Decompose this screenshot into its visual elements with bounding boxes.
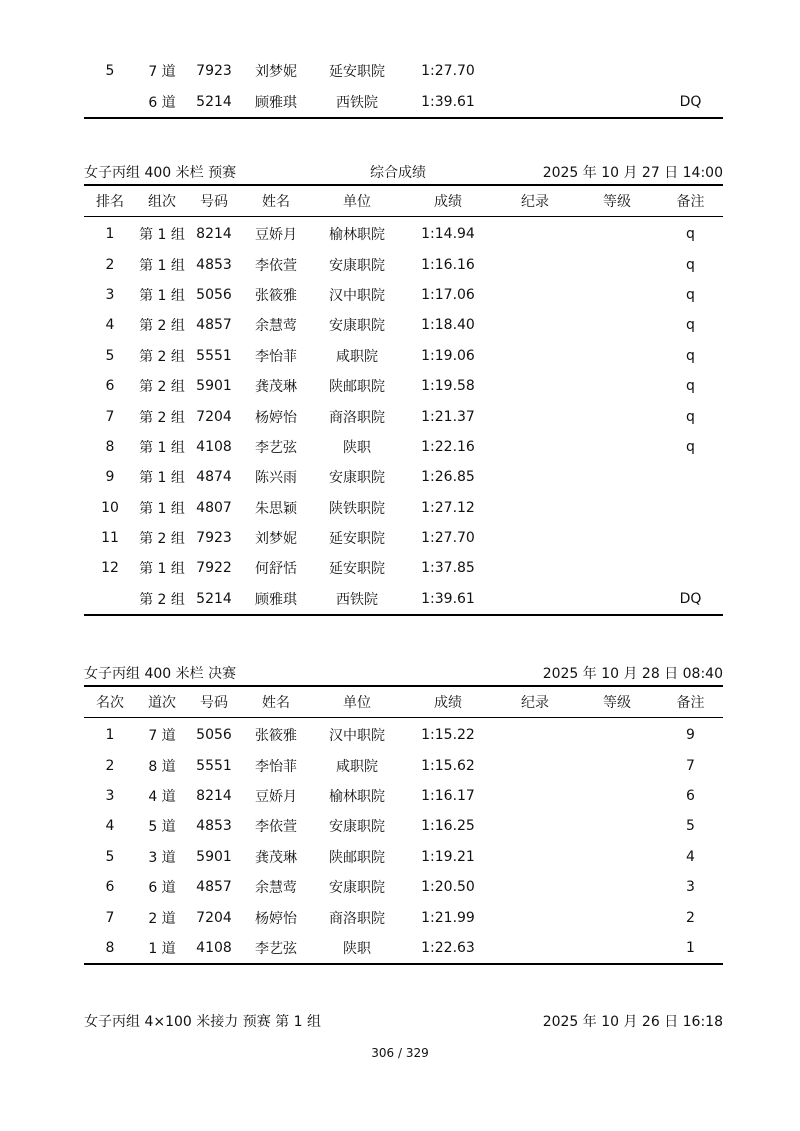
table-cell: 4853 [196,256,232,273]
table-cell [494,584,576,615]
table-row [84,462,723,492]
final-table-body [84,718,723,965]
column-header: 姓名 [240,185,312,217]
page-number: 306 / 329 [371,1046,429,1060]
prelim-section-header [84,162,723,182]
table-cell: 1:16.17 [421,787,475,804]
table-cell: 6 [105,879,115,896]
table-cell [494,401,576,431]
table-cell [494,217,576,250]
table-row [84,54,723,86]
relay-section-header [84,1011,723,1031]
table-row [84,493,723,523]
column-header: 等级 [576,686,658,718]
table-cell [494,54,576,86]
table-cell: q [686,347,695,364]
table-cell [576,280,658,310]
table-cell [576,718,658,751]
table-cell [494,493,576,523]
table-cell: 5 [105,63,115,80]
table-cell: 余慧莺 [255,880,297,897]
table-cell: 11 [101,530,119,547]
table-cell: 余慧莺 [255,318,297,335]
table-cell: 5551 [196,347,232,364]
table-cell [576,493,658,523]
table-cell: 12 [101,560,119,577]
final-section-header [84,663,723,683]
table-cell: 刘梦妮 [255,64,297,81]
table-cell: 李依萱 [255,257,297,274]
table-cell [576,462,658,492]
table-cell: 2 道 [148,910,176,927]
table-cell [576,902,658,932]
column-header: 名次 [84,686,136,718]
table-cell: 1:39.61 [402,86,494,117]
prelim-results-table [84,184,723,616]
prelim-title: 女子丙组 400 米栏 预赛 [84,165,237,181]
table-cell: 西铁院 [312,584,402,615]
table-cell: 4857 [196,879,232,896]
table-cell: 1:18.40 [421,317,475,334]
table-cell: 1:27.70 [421,530,475,547]
table-cell: 7 [105,408,115,425]
table-cell: 1 [105,727,115,744]
table-cell: 顾雅琪 [240,86,312,117]
table-cell: 1:19.06 [421,347,475,364]
table-cell [494,553,576,583]
table-cell: q [686,438,695,455]
table-cell: 龚茂琳 [255,379,297,396]
table-cell [576,401,658,431]
table-cell: 5214 [188,584,240,615]
final-table-header [84,686,723,718]
table-row [84,718,723,751]
table-cell: 第 2 组 [139,409,185,426]
table-cell [494,462,576,492]
table-cell: 第 1 组 [139,470,185,487]
table-cell: 安康职院 [329,470,385,487]
table-cell: q [686,226,695,243]
table-cell: 7204 [196,909,232,926]
table-cell: 5551 [196,757,232,774]
prelim-datetime: 2025 年 10 月 27 日 14:00 [542,165,723,181]
table-cell: 5901 [196,848,232,865]
table-cell: 6 道 [136,86,188,117]
column-header: 号码 [188,686,240,718]
table-cell [494,523,576,553]
table-cell: DQ [658,86,723,117]
table-cell: 7923 [196,530,232,547]
table-cell: 第 2 组 [136,584,188,615]
table-cell [658,54,723,86]
table-cell: 10 [101,499,119,516]
table-cell: 3 [686,879,695,896]
table-cell: 4874 [196,469,232,486]
table-cell: 1 [105,226,115,243]
table-cell: 9 [105,469,115,486]
table-row [84,750,723,780]
table-cell: 6 [105,378,115,395]
table-cell [494,842,576,872]
table-cell: 1:22.63 [402,933,494,964]
table-cell: 1:27.70 [421,63,475,80]
table-row [84,902,723,932]
table-cell: 咸职院 [336,758,378,775]
table-cell: 8 [84,933,136,964]
table-cell [576,811,658,841]
top-results-table [84,54,723,119]
table-cell: 顾雅琪 [240,584,312,615]
table-cell: 安康职院 [329,819,385,836]
prelim-subtitle: 综合成绩 [370,165,426,181]
table-cell [576,523,658,553]
table-cell: 李艺弦 [255,439,297,456]
table-cell [494,750,576,780]
table-cell: 陕铁职院 [329,500,385,517]
table-cell [576,933,658,964]
column-header: 单位 [312,686,402,718]
table-cell: 7922 [196,560,232,577]
column-header: 备注 [658,686,723,718]
table-cell: 1:19.21 [421,848,475,865]
table-cell: 刘梦妮 [255,531,297,548]
table-cell: 8 [105,438,115,455]
table-row [84,842,723,872]
table-cell [576,553,658,583]
table-cell [576,842,658,872]
table-cell: q [686,317,695,334]
table-cell [84,584,136,615]
table-cell: 汉中职院 [329,728,385,745]
final-datetime: 2025 年 10 月 28 日 08:40 [542,666,723,682]
table-cell: DQ [658,584,723,615]
column-header: 纪录 [494,686,576,718]
table-cell: 咸职院 [336,348,378,365]
table-cell: 1:15.22 [421,727,475,744]
table-cell: 4 [105,818,115,835]
table-cell [576,371,658,401]
table-cell: 6 [686,787,695,804]
table-cell [494,718,576,751]
table-cell: 西铁院 [312,86,402,117]
table-cell: 8214 [196,226,232,243]
table-cell: 第 1 组 [139,227,185,244]
table-cell: 5056 [196,727,232,744]
table-cell [494,371,576,401]
table-cell: 第 2 组 [139,348,185,365]
table-cell: 杨婷怡 [255,409,297,426]
table-cell: 1:14.94 [421,226,475,243]
table-row [84,584,723,615]
table-cell: 1:20.50 [421,879,475,896]
table-cell: q [686,286,695,303]
table-cell: 第 1 组 [139,439,185,456]
table-row [84,781,723,811]
table-cell: 张筱雅 [255,728,297,745]
column-header: 组次 [136,185,188,217]
table-cell [658,493,723,523]
table-cell: q [686,408,695,425]
table-cell: 第 1 组 [139,287,185,304]
table-cell: 2 [105,757,115,774]
column-header: 排名 [84,185,136,217]
table-cell: 杨婷怡 [255,910,297,927]
table-cell: 1:39.61 [402,584,494,615]
table-cell: 第 1 组 [139,257,185,274]
table-cell: 4 [686,848,695,865]
table-cell: 1:26.85 [421,469,475,486]
table-row [84,280,723,310]
table-cell: 安康职院 [329,257,385,274]
table-cell: 4108 [196,438,232,455]
table-row [84,371,723,401]
table-cell: 2 [686,909,695,926]
table-cell: 8 道 [148,758,176,775]
table-cell: 安康职院 [329,880,385,897]
table-cell: 陕邮职院 [329,849,385,866]
table-row [84,86,723,117]
table-cell: 安康职院 [329,318,385,335]
table-cell: 6 道 [148,880,176,897]
table-row [84,401,723,431]
table-cell [576,872,658,902]
table-cell: 第 2 组 [139,318,185,335]
table-cell: 陈兴雨 [255,470,297,487]
table-cell: 7 [105,909,115,926]
table-cell [658,523,723,553]
relay-datetime: 2025 年 10 月 26 日 16:18 [542,1014,723,1030]
table-cell: 5056 [196,286,232,303]
table-cell: 延安职院 [329,531,385,548]
table-cell: 4108 [188,933,240,964]
table-row [84,249,723,279]
table-cell: 陕职 [312,933,402,964]
table-cell: 何舒恬 [255,561,297,578]
table-cell [494,781,576,811]
table-cell: 7204 [196,408,232,425]
table-cell: 商洛职院 [329,409,385,426]
table-cell [576,781,658,811]
table-cell: 5214 [188,86,240,117]
table-cell: 陕邮职院 [329,379,385,396]
table-cell: 1:16.16 [421,256,475,273]
table-cell [576,310,658,340]
table-cell: 1:15.62 [421,757,475,774]
table-cell: 3 [105,787,115,804]
table-cell: 1:19.58 [421,378,475,395]
table-cell: q [686,256,695,273]
table-cell: 1:21.37 [421,408,475,425]
table-cell [494,86,576,117]
table-cell: 4 [105,317,115,334]
table-cell: 1:17.06 [421,286,475,303]
table-cell: 第 1 组 [139,500,185,517]
table-cell: 4857 [196,317,232,334]
table-cell: 延安职院 [329,561,385,578]
table-cell [494,933,576,964]
table-cell [494,280,576,310]
table-cell: 龚茂琳 [255,849,297,866]
table-cell [576,217,658,250]
table-cell: 5 [105,848,115,865]
table-cell [576,54,658,86]
table-row [84,523,723,553]
table-cell: 李怡菲 [255,758,297,775]
table-cell: 延安职院 [329,64,385,81]
table-cell: 第 2 组 [139,379,185,396]
table-cell: 1:22.16 [421,438,475,455]
final-title: 女子丙组 400 米栏 决赛 [84,666,237,682]
table-row [84,217,723,250]
table-cell: 汉中职院 [329,287,385,304]
column-header: 姓名 [240,686,312,718]
table-cell: q [686,378,695,395]
prelim-table-header [84,185,723,217]
table-cell: 5 [105,347,115,364]
table-cell: 5 道 [148,819,176,836]
table-cell: 榆林职院 [329,227,385,244]
table-cell [494,432,576,462]
table-cell: 陕职 [343,439,371,456]
table-cell: 1 [658,933,723,964]
table-row [84,811,723,841]
column-header: 成绩 [402,185,494,217]
table-cell: 3 道 [148,849,176,866]
table-cell: 李依萱 [255,819,297,836]
table-cell [494,902,576,932]
column-header: 成绩 [402,686,494,718]
table-cell: 1:27.12 [421,499,475,516]
table-cell [658,462,723,492]
table-cell [576,584,658,615]
table-cell: 5 [686,818,695,835]
table-cell [494,310,576,340]
table-cell: 7 道 [148,728,176,745]
table-cell: 5901 [196,378,232,395]
table-cell: 榆林职院 [329,788,385,805]
table-row [84,341,723,371]
table-cell: 1:37.85 [421,560,475,577]
table-cell: 1:16.25 [421,818,475,835]
table-cell: 第 2 组 [139,531,185,548]
table-cell [576,249,658,279]
column-header: 纪录 [494,185,576,217]
column-header: 备注 [658,185,723,217]
table-cell: 商洛职院 [329,910,385,927]
table-cell: 7923 [196,63,232,80]
table-cell: 李艺弦 [240,933,312,964]
table-cell: 9 [686,727,695,744]
table-cell [84,86,136,117]
table-cell: 朱思颖 [255,500,297,517]
table-cell: 7 道 [148,64,176,81]
table-row [84,432,723,462]
relay-title: 女子丙组 4×100 米接力 预赛 第 1 组 [84,1014,321,1030]
table-row [84,872,723,902]
column-header: 单位 [312,185,402,217]
table-cell: 4807 [196,499,232,516]
table-row [84,310,723,340]
column-header: 等级 [576,185,658,217]
final-results-table [84,685,723,965]
table-cell: 8214 [196,787,232,804]
table-cell: 4 道 [148,788,176,805]
table-cell: 3 [105,286,115,303]
table-cell [494,811,576,841]
table-cell: 张筱雅 [255,287,297,304]
table-cell: 4853 [196,818,232,835]
table-cell: 1:21.99 [421,909,475,926]
table-row [84,933,723,964]
table-cell: 豆娇月 [255,788,297,805]
table-cell [576,86,658,117]
table-row [84,553,723,583]
table-cell [494,249,576,279]
column-header: 道次 [136,686,188,718]
table-cell [576,341,658,371]
table-cell [494,341,576,371]
table-cell: 2 [105,256,115,273]
table-cell [576,750,658,780]
table-cell: 7 [686,757,695,774]
table-cell [576,432,658,462]
table-cell: 1 道 [136,933,188,964]
prelim-table-body [84,217,723,616]
table-cell [494,872,576,902]
table-cell: 豆娇月 [255,227,297,244]
top-results-body [84,54,723,118]
table-cell [658,553,723,583]
table-cell: 第 1 组 [139,561,185,578]
column-header: 号码 [188,185,240,217]
table-cell: 李怡菲 [255,348,297,365]
